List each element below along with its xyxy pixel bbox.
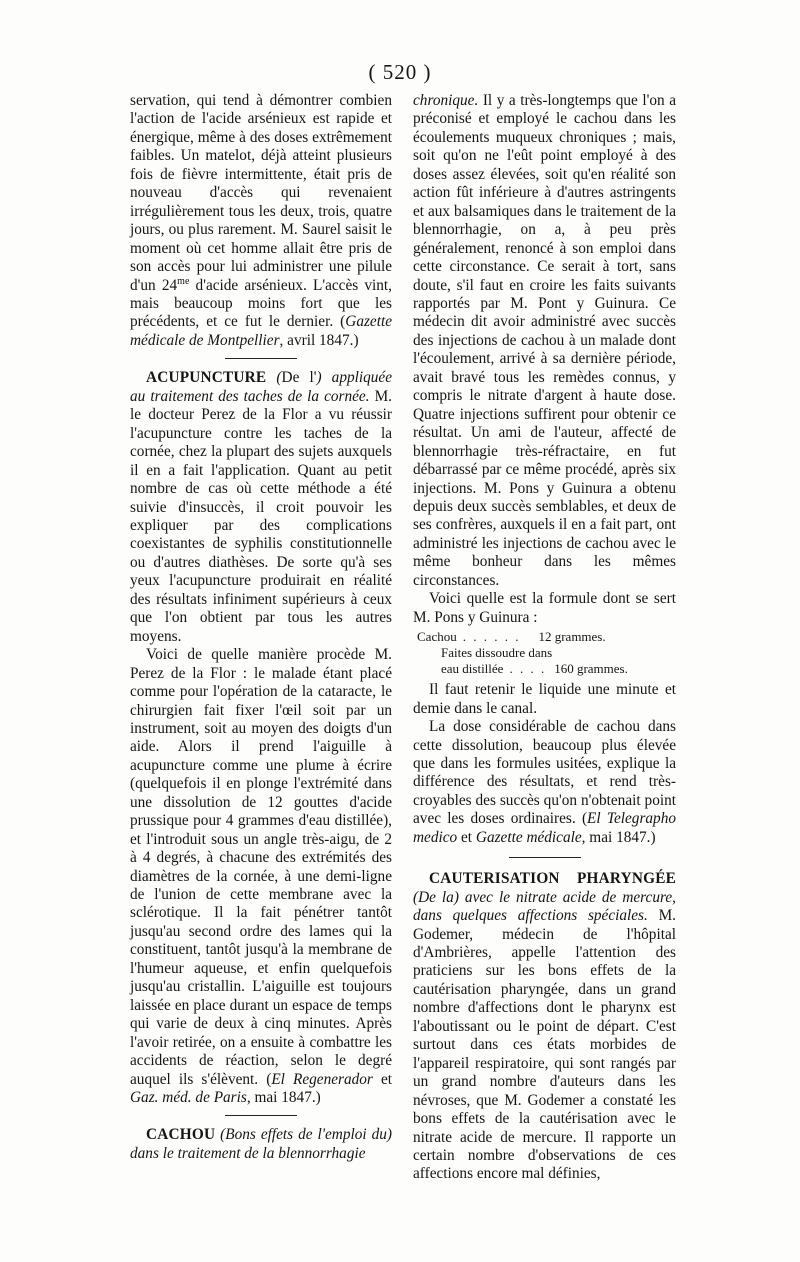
paragraph-perez-method: Voici de quelle manière procède M. Perez de la Flor : le malade étant placé comme pour l'opération de la cataracte, le chirurgien fait fixer l'œil soit par un instrument, soit au moyen des doigts d'un aide. Alors il prend l'aiguille à acupuncture comme une plume à écrire (quelquefois il en plonge l'extrémité dans une dissolution de 12 gouttes d'acide prussique pour 4 grammes d'eau distillée), et l'introduit sous un angle très-aigu, de 2 à 4 degrés, à chacune des extrémités des diamètres de la cornée, à une demi-ligne de l'union de cette membrane avec la sclérotique. Il la fait pénétrer tantôt jusqu'au second ordre des lames qui la constituent, tantôt jusqu'à la membrane de l'humeur aqueuse, et enfin quelquefois jusqu'au cristallin. L'aiguille est toujours laissée en place durant un espace de temps qui varie de deux à cinq minutes. Après l'avoir retirée, on a ensuite à combattre les accidents de réaction, selon le degré auquel ils s'élèvent. (El Regenerador et Gaz. méd. de Paris, mai 1847.) <box>130 646 393 1107</box>
page-number: ( 520 ) <box>368 60 432 84</box>
section-acupuncture: ACUPUNCTURE (De l') appliquée au traitement des taches de la cornée. M. le docteur Perez de la Flor a vu réussir l'acupuncture contre les taches de la cornée, chez la plupart des sujets auxquels il en a fait l'application. Quant au petit nombre de cas où cette méthode a été suivie d'insuccès, il croit pouvoir les expliquer par des complications coexistantes de syphilis constitutionnelle ou d'autres diathèses. De sorte qu'à ses yeux l'acupuncture produirait en réalité des résultats infiniment supérieurs à ceux que l'on obtient par tous les autres moyens. <box>130 369 392 645</box>
right-column <box>413 92 676 1184</box>
section-divider <box>225 358 297 359</box>
formula-line-dissolve: Faites dissoudre dans <box>441 645 553 661</box>
left-column <box>130 92 392 1163</box>
section-divider <box>225 1115 297 1116</box>
heading-acupuncture: ACUPUNCTURE <box>146 369 267 387</box>
section-divider <box>509 857 581 858</box>
heading-cauterisation: CAUTERISATION PHARYNGÉE <box>429 870 676 888</box>
formula-block <box>413 629 676 677</box>
paragraph-formula-intro: Voici quelle est la formule dont se sert M. Pons y Guinura : <box>413 590 676 626</box>
paragraph-arsenic-observation: servation, qui tend à démontrer combien l'action de l'acide arsénieux est rapide et énergique, même à des doses extrêmement faibles. Un matelot, déjà atteint plusieurs fois de fièvre intermittente, était pris de nouveau d'accès qui revenaient irrégulièrement tous les deux, trois, quatre jours, ou plus rarement. M. Saurel saisit le moment où cet homme allait être pris de son accès pour lui administrer une pilule d'un $24^{me}$ d'acide arsénieux. L'accès vint, mais beaucoup moins fort que les précédents, et ce fut le dernier. (Gazette médicale de Montpellier, avril 1847.) <box>130 92 392 349</box>
section-cachou-heading: CACHOU (Bons effets de l'emploi du) dans le traitement de la blennorrhagie <box>130 1126 392 1162</box>
paragraph-dose-explanation: La dose considérable de cachou dans cette dissolution, beaucoup plus élevée que dans les formules usitées, explique la différence des résultats, et rend très-croyables des succès qu'on n'obtenait point avec les doses ordinaires. (El Telegrapho medico et Gazette médicale, mai 1847.) <box>413 718 677 846</box>
formula-line-water: eau distillée . . . . 160 grammes. <box>441 661 628 677</box>
paragraph-cachou-text: chronique. Il y a très-longtemps que l'on a préconisé et employé le cachou dans les écoulements muqueux chroniques ; mais, soit qu'on ne l'eût point employé à des doses assez élevées, soit qu'en réalité son action fût inférieure à d'autres astringents et aux balsamiques dans le traitement de la blennorrhagie, on a, à peu près généralement, renoncé à son emploi dans cette circonstance. Ce serait à tort, sans doute, s'il faut en croire les faits suivants rapportés par M. Pont y Guinura. Ce médecin dit avoir administré avec succès des injections de cachou à un malade dont l'écoulement, arrivé à sa dernière période, avait bravé tous les remèdes connus, y compris le nitrate d'argent à haute dose. Quatre injections suffirent pour obtenir ce résultat. Un ami de l'auteur, affecté de blennorrhagie très-réfractaire, en fut débarrassé par ce même procédé, après six injections. M. Pons y Guinura a obtenu depuis deux succès semblables, et deux de ses confrères, auxquels il en a fait part, ont administré les injections de cachou avec le même bonheur dans les mêmes circonstances. <box>413 92 676 589</box>
formula-line-cachou: Cachou . . . . . . 12 grammes. <box>417 629 606 645</box>
section-cauterisation: CAUTERISATION PHARYNGÉE (De la) avec le nitrate acide de mercure, dans quelques affections spéciales. M. Godemer, médecin de l'hôpital d'Ambrières, appelle l'attention des praticiens sur les bons effets de la cautérisation pharyngée, dans un grand nombre d'affections dont le pharynx est l'aboutissant ou le point de départ. C'est surtout dans ces états morbides de l'appareil respiratoire, qui sont rangés par un grand nombre d'auteurs dans les névroses, que M. Godemer a constaté les bons effets de la cautérisation avec le nitrate acide de mercure. Il rapporte un certain nombre d'observations de ces affections encore mal définies, <box>413 870 676 1183</box>
heading-cachou: CACHOU <box>146 1126 216 1144</box>
paragraph-retain-liquid: Il faut retenir le liquide une minute et demie dans le canal. <box>413 681 676 717</box>
